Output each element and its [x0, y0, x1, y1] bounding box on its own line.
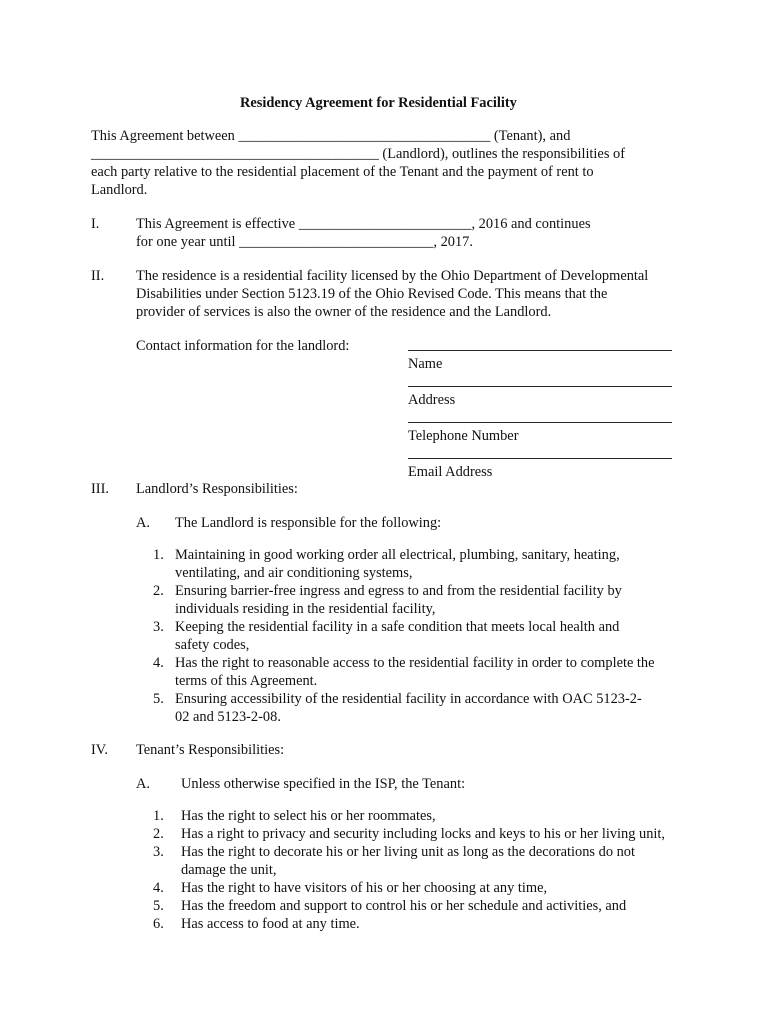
name-signature-line [408, 350, 672, 351]
section-text: This Agreement is effective ________________________, 2016 and continues [136, 216, 591, 232]
contact-field-email: Email Address [408, 464, 493, 480]
contact-field-telephone: Telephone Number [408, 428, 519, 444]
list-item-text: Has the freedom and support to control his or her schedule and activities, and [181, 898, 627, 914]
contact-label: Contact information for the landlord: [136, 338, 350, 354]
list-item-number: 4. [153, 655, 164, 671]
list-item-text: Keeping the residential facility in a safe condition that meets local health and [175, 619, 620, 635]
list-item-number: 1. [153, 808, 164, 824]
list-item-number: 2. [153, 826, 164, 842]
contact-field-address: Address [408, 392, 456, 408]
list-item-text: individuals residing in the residential facility, [175, 601, 436, 617]
section-number: IV. [91, 742, 108, 758]
list-item-text: Has access to food at any time. [181, 916, 360, 932]
section-text: The residence is a residential facility licensed by the Ohio Department of Developmental [136, 268, 649, 284]
list-item-text: Has a right to privacy and security including locks and keys to his or her living unit, [181, 826, 665, 842]
list-item-number: 1. [153, 547, 164, 563]
list-item-number: 3. [153, 619, 164, 635]
subsection-letter: A. [136, 776, 150, 792]
list-item-text: Has the right to reasonable access to the residential facility in order to complete the [175, 655, 655, 671]
intro-line: Landlord. [91, 182, 148, 198]
intro-line: each party relative to the residential placement of the Tenant and the payment of rent to [91, 164, 594, 180]
section-text: provider of services is also the owner of the residence and the Landlord. [136, 304, 552, 320]
email-signature-line [408, 458, 672, 459]
section-heading: Landlord’s Responsibilities: [136, 481, 298, 497]
list-item-text: Has the right to decorate his or her living unit as long as the decorations do not [181, 844, 636, 860]
address-signature-line [408, 386, 672, 387]
section-number: III. [91, 481, 109, 497]
list-item-text: Maintaining in good working order all electrical, plumbing, sanitary, heating, [175, 547, 620, 563]
section-text: for one year until ___________________________, 2017. [136, 234, 473, 250]
contact-field-name: Name [408, 356, 443, 372]
section-heading: Tenant’s Responsibilities: [136, 742, 285, 758]
section-number: I. [91, 216, 100, 232]
list-item-number: 6. [153, 916, 164, 932]
list-item-number: 4. [153, 880, 164, 896]
list-item-number: 5. [153, 691, 164, 707]
telephone-signature-line [408, 422, 672, 423]
intro-line: This Agreement between ___________________________________ (Tenant), and [91, 128, 571, 144]
list-item-number: 2. [153, 583, 164, 599]
list-item-text: ventilating, and air conditioning systems, [175, 565, 413, 581]
list-item-text: Has the right to select his or her roommates, [181, 808, 436, 824]
list-item-number: 3. [153, 844, 164, 860]
list-item-text: Has the right to have visitors of his or her choosing at any time, [181, 880, 548, 896]
list-item-text: damage the unit, [181, 862, 277, 878]
list-item-number: 5. [153, 898, 164, 914]
list-item-text: 02 and 5123-2-08. [175, 709, 281, 725]
list-item-text: terms of this Agreement. [175, 673, 318, 689]
list-item-text: safety codes, [175, 637, 250, 653]
subsection-text: The Landlord is responsible for the following: [175, 515, 442, 531]
intro-line: ________________________________________ (Landlord), outlines the responsibilities of [91, 146, 626, 162]
subsection-letter: A. [136, 515, 150, 531]
list-item-text: Ensuring accessibility of the residential facility in accordance with OAC 5123-2- [175, 691, 642, 707]
subsection-text: Unless otherwise specified in the ISP, the Tenant: [181, 776, 466, 792]
document-title: Residency Agreement for Residential Facility [240, 95, 517, 111]
section-number: II. [91, 268, 105, 284]
section-text: Disabilities under Section 5123.19 of the Ohio Revised Code. This means that the [136, 286, 608, 302]
list-item-text: Ensuring barrier-free ingress and egress to and from the residential facility by [175, 583, 622, 599]
